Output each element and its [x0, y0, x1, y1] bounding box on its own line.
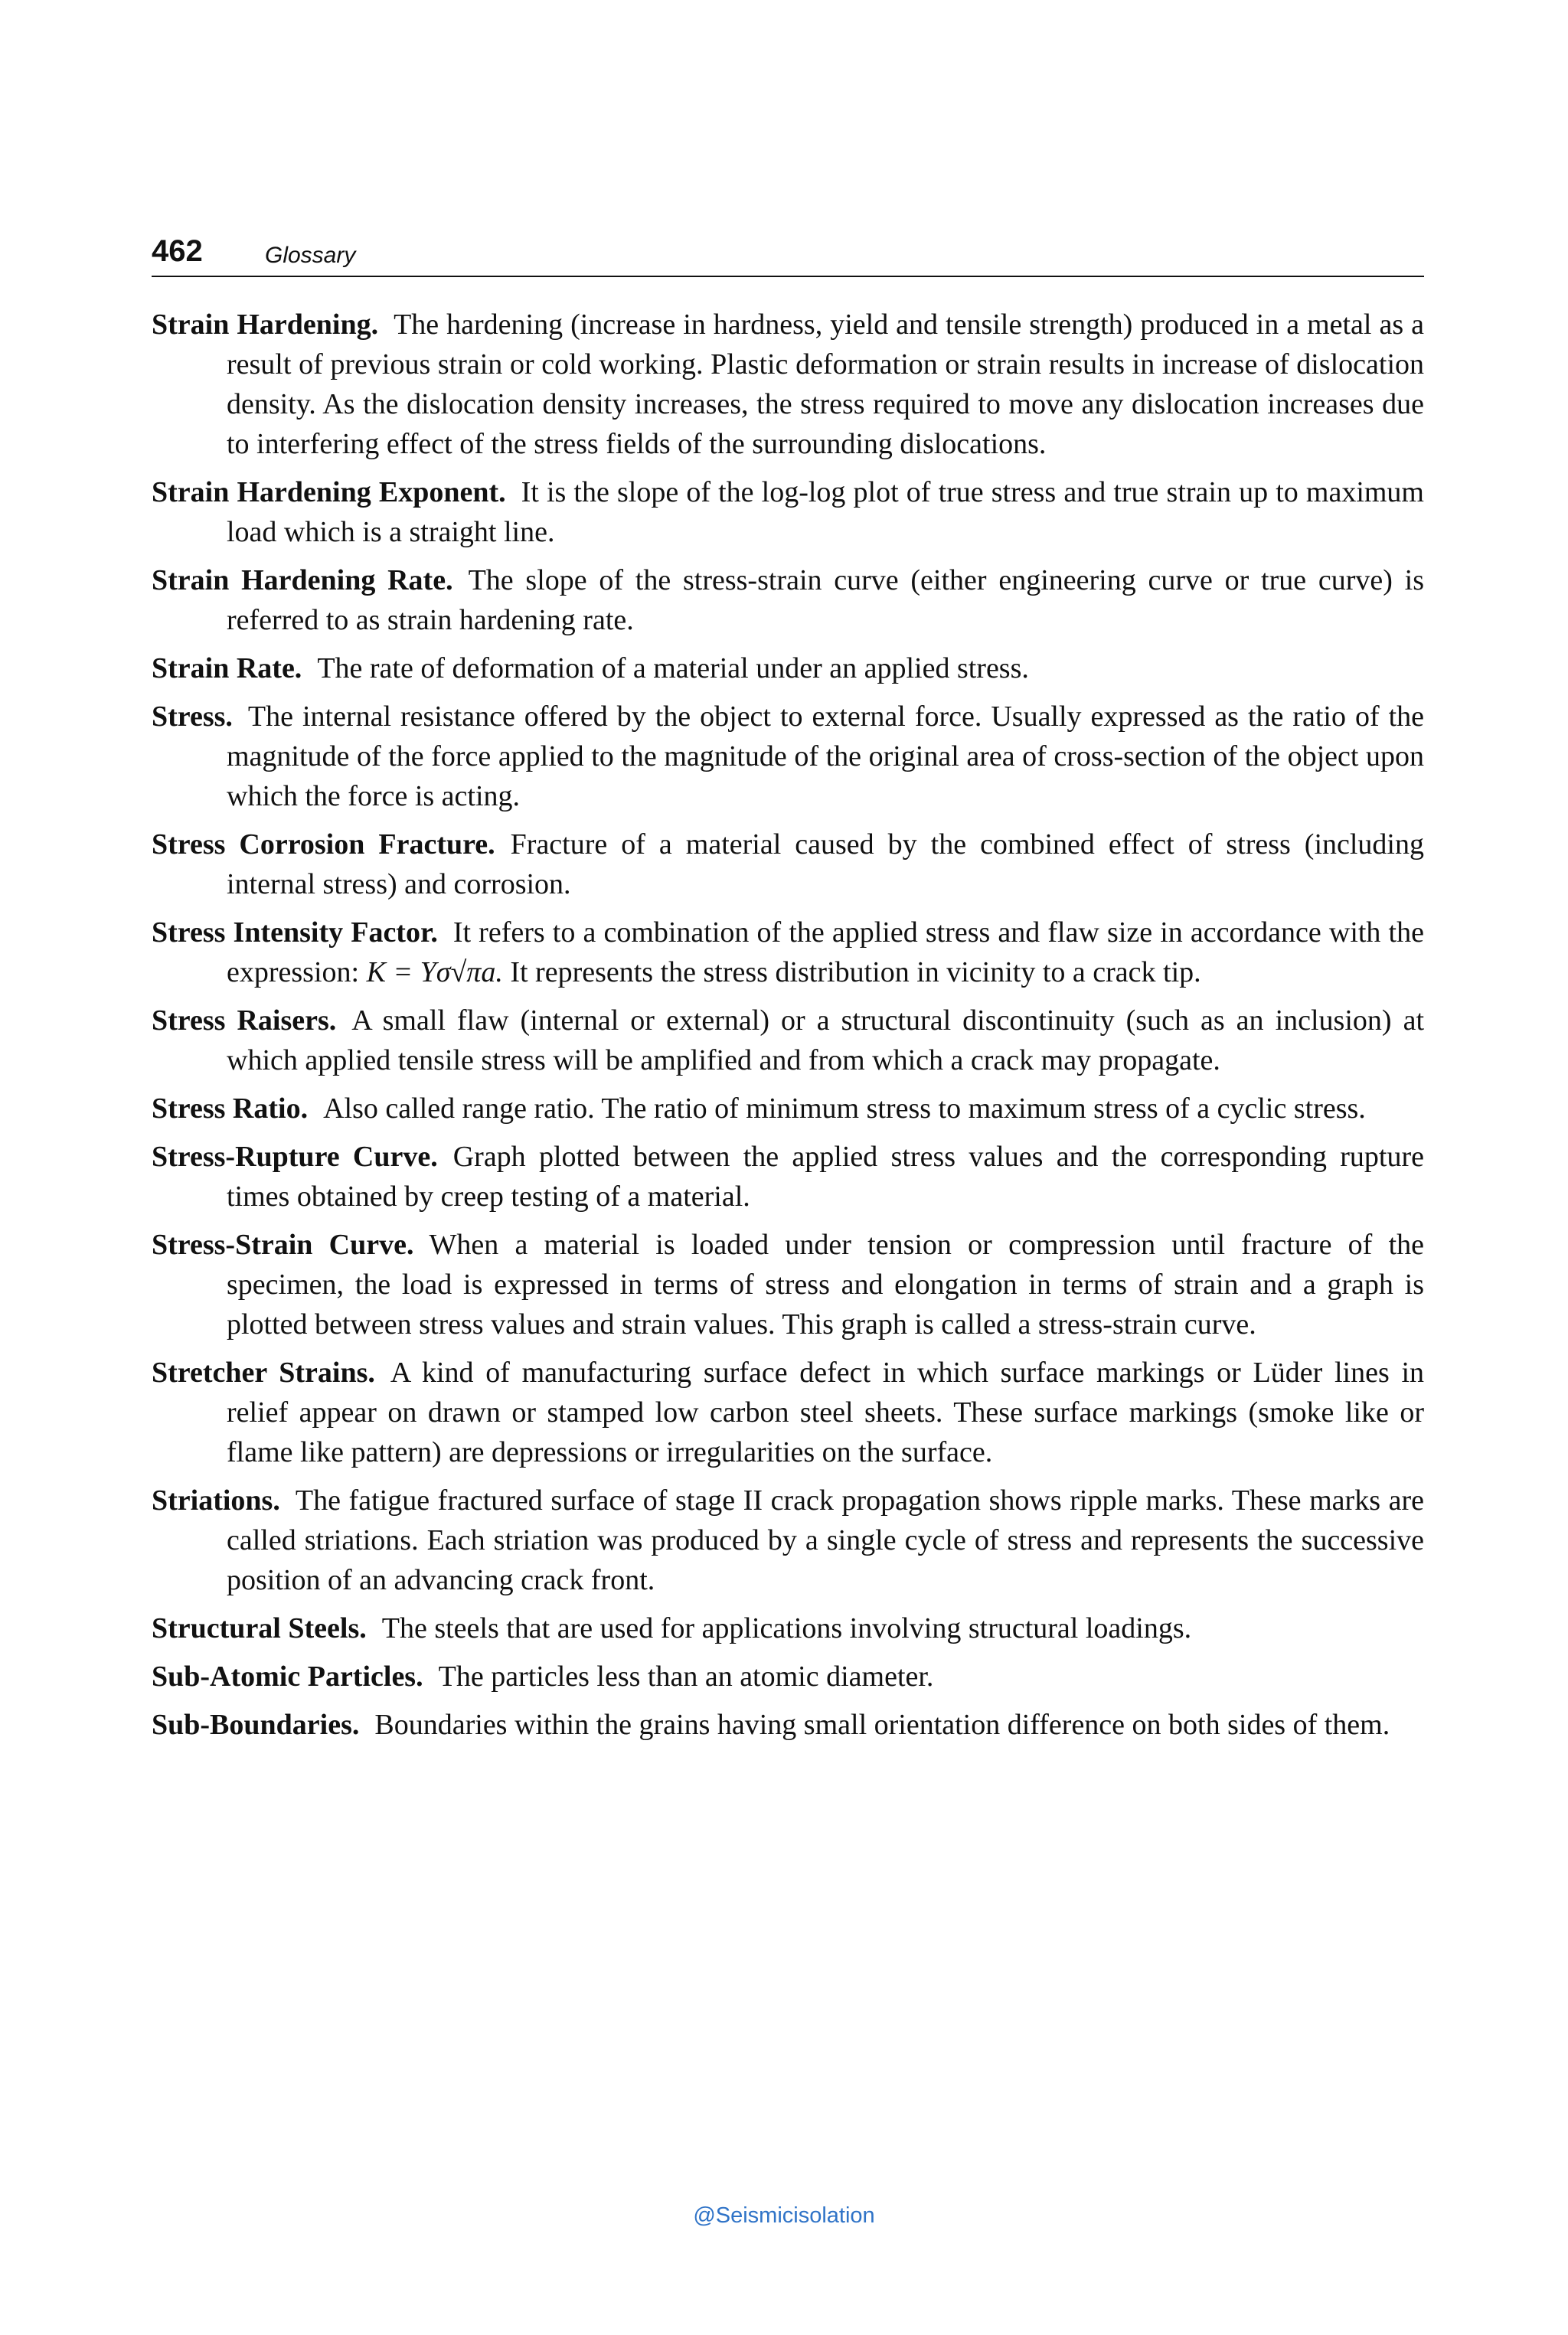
entry-definition: When a material is loaded under tension or compression until fracture of the specimen, the load is expressed in terms of stress and elongation in terms of strain and a graph is plotted between stress values and strain values. This graph is called a stress-strain curve. [227, 1229, 1424, 1341]
entry-definition: The steels that are used for applications involving structural loadings. [381, 1612, 1192, 1644]
entry-definition: The slope of the stress-strain curve (either engineering curve or true curve) is referred to as strain hardening rate. [227, 564, 1424, 636]
glossary-entry [152, 648, 1424, 688]
entry-definition: The particles less than an atomic diameter. [438, 1661, 934, 1693]
glossary-entry [152, 305, 1424, 464]
entry-term: Strain Hardening Exponent. [152, 476, 506, 508]
page-header [152, 230, 1424, 277]
entry-definition: The rate of deformation of a material under an applied stress. [317, 652, 1029, 684]
glossary-entry [152, 1353, 1424, 1472]
entry-term: Stress. [152, 700, 233, 733]
entry-definition-continued: It represents the stress distribution in vicinity to a crack tip. [510, 956, 1201, 988]
glossary-entry [152, 1608, 1424, 1648]
entry-definition: It refers to a combination of the applied stress and flaw size in accordance with the expression: [227, 916, 1424, 988]
glossary-entry [152, 1705, 1424, 1745]
glossary-entries [152, 305, 1424, 1753]
entry-term: Stress Raisers. [152, 1004, 337, 1037]
glossary-entry [152, 1657, 1424, 1697]
glossary-entry [152, 825, 1424, 904]
glossary-entry [152, 1089, 1424, 1128]
glossary-entry [152, 1481, 1424, 1600]
stress-intensity-expression: K = Yσ√πa. [366, 956, 503, 988]
entry-term: Stress-Rupture Curve. [152, 1141, 438, 1173]
glossary-entry [152, 1137, 1424, 1216]
entry-term: Structural Steels. [152, 1612, 367, 1644]
entry-definition: Also called range ratio. The ratio of minimum stress to maximum stress of a cyclic stress. [323, 1092, 1366, 1125]
entry-definition: A kind of manufacturing surface defect in which surface markings or Lüder lines in relief appear on drawn or stamped low carbon steel sheets. These surface markings (smoke like or flame like pattern) are depressions or irregularities on the surface. [227, 1357, 1425, 1468]
entry-term: Stress Intensity Factor. [152, 916, 438, 949]
header-rule [152, 276, 1424, 277]
entry-definition: Fracture of a material caused by the combined effect of stress (including internal stress) and corrosion. [227, 828, 1424, 900]
entry-definition: The fatigue fractured surface of stage II crack propagation shows ripple marks. These marks are called striations. Each striation was produced by a single cycle of stress and represents the successive position of an advancing crack front. [227, 1484, 1424, 1596]
entry-definition: It is the slope of the log-log plot of true stress and true strain up to maximum load which is a straight line. [227, 476, 1424, 548]
entry-term: Strain Rate. [152, 652, 302, 684]
glossary-entry [152, 697, 1424, 816]
glossary-entry [152, 560, 1424, 640]
glossary-entry [152, 472, 1424, 552]
glossary-entry [152, 1225, 1424, 1344]
entry-definition: Graph plotted between the applied stress values and the corresponding rupture times obtained by creep testing of a material. [227, 1141, 1424, 1213]
entry-term: Stress Ratio. [152, 1092, 309, 1125]
watermark: @Seismicisolation [693, 2203, 875, 2228]
entry-term: Stress Corrosion Fracture. [152, 828, 495, 861]
glossary-entry [152, 913, 1424, 992]
entry-definition: A small flaw (internal or external) or a structural discontinuity (such as an inclusion) at which applied tensile stress will be amplified and from which a crack may propagate. [227, 1004, 1425, 1076]
running-head: Glossary [265, 243, 356, 268]
page-number: 462 [152, 234, 203, 268]
entry-term: Stretcher Strains. [152, 1357, 375, 1389]
entry-term: Strain Hardening Rate. [152, 564, 453, 596]
entry-definition: The hardening (increase in hardness, yield and tensile strength) produced in a metal as a result of previous strain or cold working. Plastic deformation or strain results in increase of dislocation density. As the dislocation density increases, the stress required to move any dislocation increases due to interfering effect of the stress fields of the surrounding dislocations. [227, 309, 1424, 460]
entry-term: Striations. [152, 1484, 280, 1517]
entry-term: Strain Hardening. [152, 309, 379, 341]
entry-term: Stress-Strain Curve. [152, 1229, 414, 1261]
entry-term: Sub-Boundaries. [152, 1709, 360, 1741]
entry-definition: The internal resistance offered by the object to external force. Usually expressed as the ratio of the magnitude of the force applied to the magnitude of the original area of cross-section of the object upon which the force is acting. [227, 700, 1424, 812]
glossary-entry [152, 1001, 1424, 1080]
entry-definition: Boundaries within the grains having small orientation difference on both sides of them. [374, 1709, 1390, 1741]
entry-term: Sub-Atomic Particles. [152, 1661, 423, 1693]
